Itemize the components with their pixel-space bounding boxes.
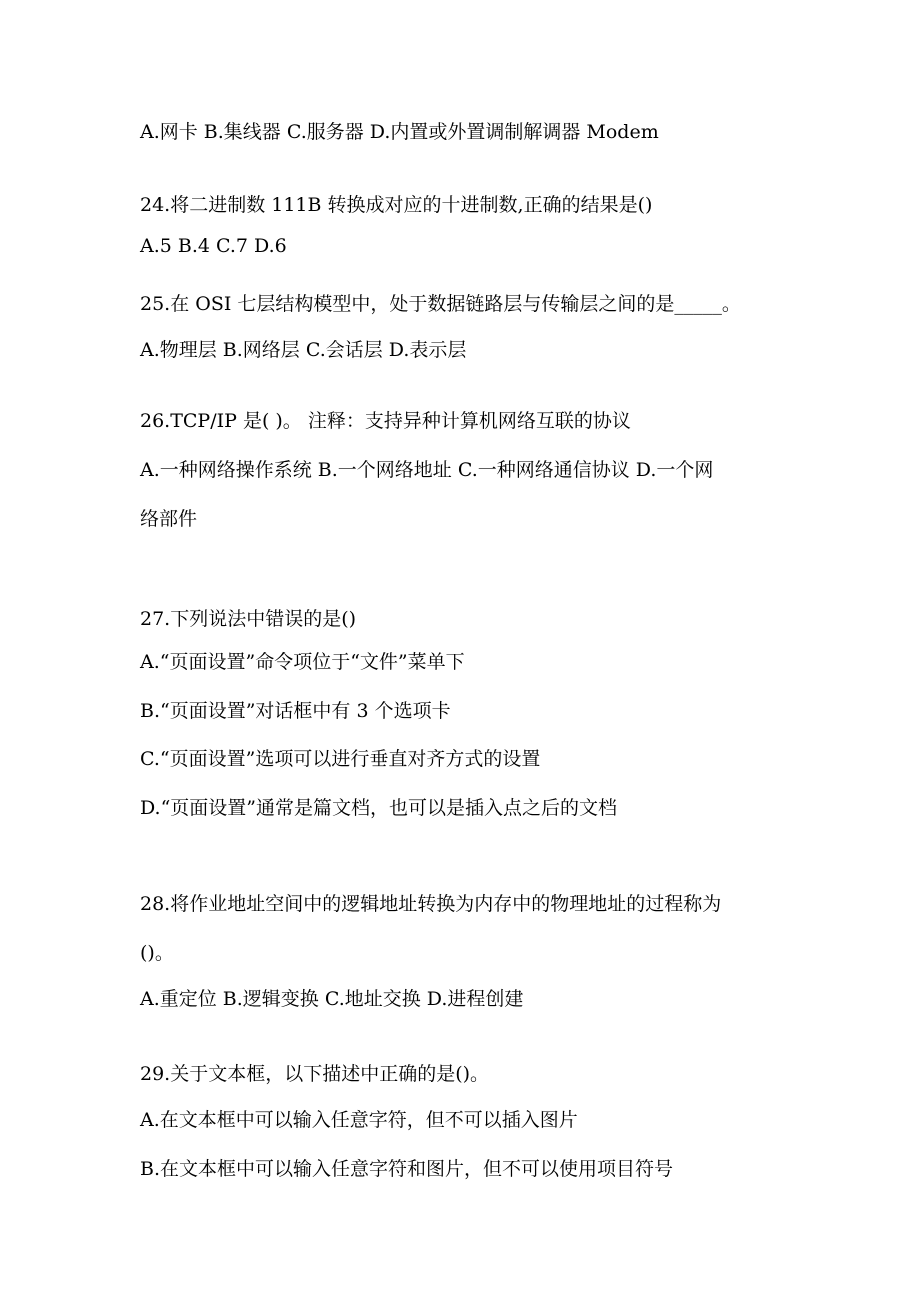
q29-option-b: B.在文本框中可以输入任意字符和图片，但不可以使用项目符号 [140, 1158, 674, 1180]
q26-options-continued: 络部件 [140, 508, 198, 530]
q26-options: A.一种网络操作系统 B.一个网络地址 C.一种网络通信协议 D.一个网 [140, 459, 714, 481]
q28-question-continued: ()。 [140, 942, 174, 964]
q27-option-b: B.“页面设置”对话框中有 3 个选项卡 [140, 700, 451, 722]
q27-question: 27.下列说法中错误的是() [140, 608, 357, 630]
q29-option-a: A.在文本框中可以输入任意字符，但不可以插入图片 [140, 1109, 578, 1131]
q28-options: A.重定位 B.逻辑变换 C.地址交换 D.进程创建 [140, 988, 524, 1010]
q27-option-a: A.“页面设置”命令项位于“文件”菜单下 [140, 651, 465, 673]
q29-question: 29.关于文本框，以下描述中正确的是()。 [140, 1063, 490, 1085]
q28-question: 28.将作业地址空间中的逻辑地址转换为内存中的物理地址的过程称为 [140, 893, 722, 915]
q27-option-c: C.“页面设置”选项可以进行垂直对齐方式的设置 [140, 748, 541, 770]
q24-question: 24.将二进制数 111B 转换成对应的十进制数,正确的结果是() [140, 194, 653, 216]
q25-question: 25.在 OSI 七层结构模型中，处于数据链路层与传输层之间的是_____。 [140, 293, 741, 315]
q25-options: A.物理层 B.网络层 C.会话层 D.表示层 [140, 339, 467, 361]
q23-options: A.网卡 B.集线器 C.服务器 D.内置或外置调制解调器 Modem [140, 121, 659, 143]
q26-question: 26.TCP/IP 是( )。 注释：支持异种计算机网络互联的协议 [140, 410, 631, 432]
q27-option-d: D.“页面设置”通常是篇文档，也可以是插入点之后的文档 [140, 797, 618, 819]
q24-options: A.5 B.4 C.7 D.6 [140, 235, 287, 257]
